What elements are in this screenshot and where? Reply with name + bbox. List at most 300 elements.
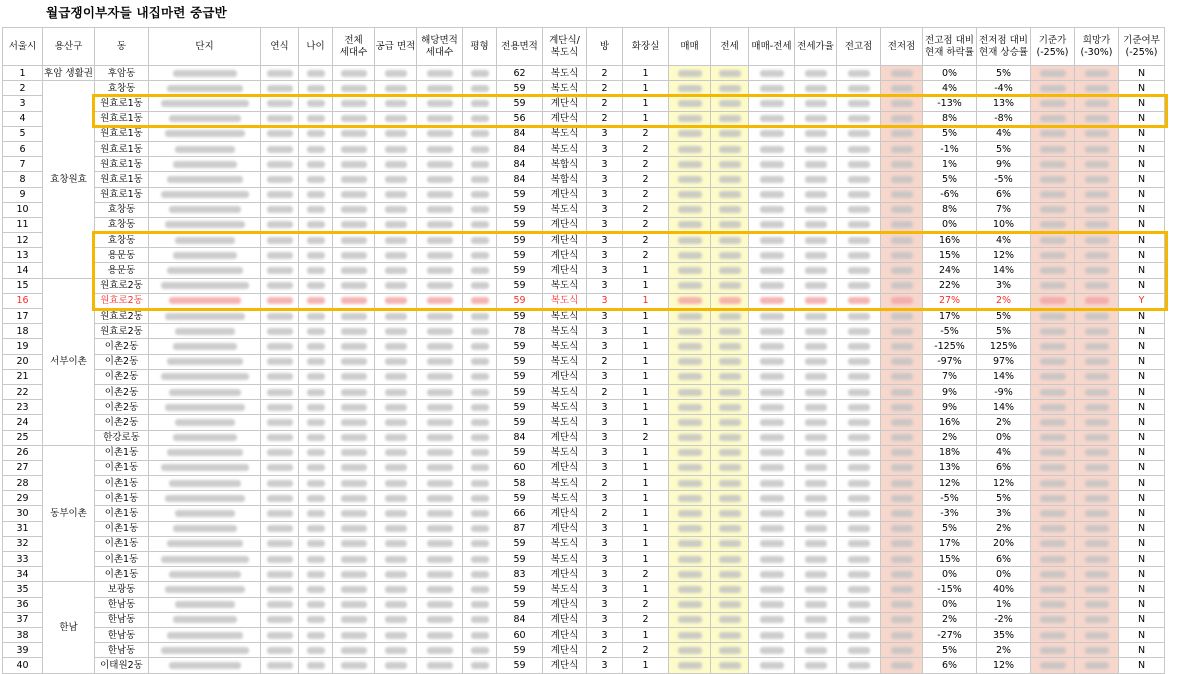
type-cell[interactable]: 복합식 bbox=[543, 157, 587, 172]
baths-cell[interactable]: 1 bbox=[623, 521, 669, 536]
flag-cell[interactable]: N bbox=[1119, 126, 1165, 141]
type-cell[interactable]: 계단식 bbox=[543, 597, 587, 612]
rise-rate-cell[interactable]: 2% bbox=[977, 293, 1031, 308]
area-cell[interactable]: 56 bbox=[497, 111, 543, 126]
type-cell[interactable]: 복도식 bbox=[543, 293, 587, 308]
rooms-cell[interactable]: 3 bbox=[587, 233, 623, 248]
table-row[interactable] bbox=[3, 309, 1165, 324]
baths-cell[interactable]: 2 bbox=[623, 202, 669, 217]
dong-cell[interactable]: 후암동 bbox=[95, 66, 149, 81]
rooms-cell[interactable]: 2 bbox=[587, 643, 623, 658]
type-cell[interactable]: 복도식 bbox=[543, 141, 587, 156]
district-group-cell[interactable]: 서부이촌 bbox=[43, 278, 95, 445]
flag-cell[interactable]: N bbox=[1119, 658, 1165, 673]
type-cell[interactable]: 계단식 bbox=[543, 521, 587, 536]
drop-rate-cell[interactable]: -3% bbox=[923, 506, 977, 521]
row-number-cell[interactable]: 20 bbox=[3, 354, 43, 369]
area-cell[interactable]: 59 bbox=[497, 582, 543, 597]
type-cell[interactable]: 복도식 bbox=[543, 339, 587, 354]
flag-cell[interactable]: N bbox=[1119, 627, 1165, 642]
rise-rate-cell[interactable]: 4% bbox=[977, 445, 1031, 460]
drop-rate-cell[interactable]: 8% bbox=[923, 202, 977, 217]
flag-cell[interactable]: N bbox=[1119, 369, 1165, 384]
row-number-cell[interactable]: 34 bbox=[3, 567, 43, 582]
baths-cell[interactable]: 1 bbox=[623, 445, 669, 460]
baths-cell[interactable]: 1 bbox=[623, 658, 669, 673]
rooms-cell[interactable]: 3 bbox=[587, 582, 623, 597]
drop-rate-cell[interactable]: -15% bbox=[923, 582, 977, 597]
area-cell[interactable]: 78 bbox=[497, 324, 543, 339]
row-number-cell[interactable]: 22 bbox=[3, 384, 43, 399]
drop-rate-cell[interactable]: 4% bbox=[923, 81, 977, 96]
table-row[interactable] bbox=[3, 612, 1165, 627]
flag-cell[interactable]: N bbox=[1119, 491, 1165, 506]
dong-cell[interactable]: 원효로1동 bbox=[95, 126, 149, 141]
dong-cell[interactable]: 원효로2동 bbox=[95, 324, 149, 339]
row-number-cell[interactable]: 9 bbox=[3, 187, 43, 202]
row-number-cell[interactable]: 3 bbox=[3, 96, 43, 111]
row-number-cell[interactable]: 1 bbox=[3, 66, 43, 81]
area-cell[interactable]: 87 bbox=[497, 521, 543, 536]
drop-rate-cell[interactable]: 1% bbox=[923, 157, 977, 172]
row-number-cell[interactable]: 27 bbox=[3, 460, 43, 475]
area-cell[interactable]: 59 bbox=[497, 552, 543, 567]
rise-rate-cell[interactable]: -8% bbox=[977, 111, 1031, 126]
drop-rate-cell[interactable]: 9% bbox=[923, 384, 977, 399]
baths-cell[interactable]: 1 bbox=[623, 582, 669, 597]
rooms-cell[interactable]: 2 bbox=[587, 111, 623, 126]
rise-rate-cell[interactable]: 13% bbox=[977, 96, 1031, 111]
area-cell[interactable]: 58 bbox=[497, 476, 543, 491]
area-cell[interactable]: 59 bbox=[497, 339, 543, 354]
table-row[interactable] bbox=[3, 476, 1165, 491]
rooms-cell[interactable]: 3 bbox=[587, 324, 623, 339]
drop-rate-cell[interactable]: 5% bbox=[923, 521, 977, 536]
rooms-cell[interactable]: 3 bbox=[587, 339, 623, 354]
area-cell[interactable]: 59 bbox=[497, 309, 543, 324]
rooms-cell[interactable]: 3 bbox=[587, 445, 623, 460]
baths-cell[interactable]: 1 bbox=[623, 278, 669, 293]
drop-rate-cell[interactable]: 24% bbox=[923, 263, 977, 278]
row-number-cell[interactable]: 16 bbox=[3, 293, 43, 308]
type-cell[interactable]: 복도식 bbox=[543, 126, 587, 141]
drop-rate-cell[interactable]: 17% bbox=[923, 536, 977, 551]
column-header[interactable]: 매매 bbox=[669, 28, 711, 66]
column-header[interactable]: 전체 세대수 bbox=[333, 28, 375, 66]
row-number-cell[interactable]: 33 bbox=[3, 552, 43, 567]
rooms-cell[interactable]: 3 bbox=[587, 369, 623, 384]
district-group-cell[interactable]: 후암 생활권 bbox=[43, 66, 95, 81]
area-cell[interactable]: 60 bbox=[497, 627, 543, 642]
table-row[interactable] bbox=[3, 126, 1165, 141]
rooms-cell[interactable]: 3 bbox=[587, 141, 623, 156]
type-cell[interactable]: 복도식 bbox=[543, 536, 587, 551]
drop-rate-cell[interactable]: 5% bbox=[923, 172, 977, 187]
type-cell[interactable]: 복도식 bbox=[543, 476, 587, 491]
table-row[interactable] bbox=[3, 597, 1165, 612]
flag-cell[interactable]: N bbox=[1119, 96, 1165, 111]
dong-cell[interactable]: 이촌1동 bbox=[95, 506, 149, 521]
area-cell[interactable]: 59 bbox=[497, 278, 543, 293]
dong-cell[interactable]: 이촌1동 bbox=[95, 476, 149, 491]
rise-rate-cell[interactable]: 12% bbox=[977, 248, 1031, 263]
rise-rate-cell[interactable]: 1% bbox=[977, 597, 1031, 612]
rise-rate-cell[interactable]: -9% bbox=[977, 384, 1031, 399]
column-header[interactable]: 기준여부 (-25%) bbox=[1119, 28, 1165, 66]
column-header[interactable]: 매매-전세 bbox=[749, 28, 795, 66]
row-number-cell[interactable]: 36 bbox=[3, 597, 43, 612]
baths-cell[interactable]: 2 bbox=[623, 612, 669, 627]
rise-rate-cell[interactable]: 14% bbox=[977, 400, 1031, 415]
dong-cell[interactable]: 원효로1동 bbox=[95, 157, 149, 172]
baths-cell[interactable]: 1 bbox=[623, 369, 669, 384]
dong-cell[interactable]: 이촌2동 bbox=[95, 384, 149, 399]
area-cell[interactable]: 59 bbox=[497, 597, 543, 612]
type-cell[interactable]: 계단식 bbox=[543, 233, 587, 248]
dong-cell[interactable]: 이촌1동 bbox=[95, 521, 149, 536]
table-row[interactable] bbox=[3, 491, 1165, 506]
type-cell[interactable]: 계단식 bbox=[543, 567, 587, 582]
area-cell[interactable]: 60 bbox=[497, 460, 543, 475]
table-row[interactable] bbox=[3, 460, 1165, 475]
type-cell[interactable]: 복도식 bbox=[543, 552, 587, 567]
drop-rate-cell[interactable]: 2% bbox=[923, 612, 977, 627]
rise-rate-cell[interactable]: 6% bbox=[977, 187, 1031, 202]
rise-rate-cell[interactable]: 6% bbox=[977, 552, 1031, 567]
rooms-cell[interactable]: 3 bbox=[587, 567, 623, 582]
baths-cell[interactable]: 1 bbox=[623, 293, 669, 308]
type-cell[interactable]: 복도식 bbox=[543, 202, 587, 217]
dong-cell[interactable]: 이촌2동 bbox=[95, 369, 149, 384]
dong-cell[interactable]: 원효로2동 bbox=[95, 278, 149, 293]
row-number-cell[interactable]: 14 bbox=[3, 263, 43, 278]
drop-rate-cell[interactable]: -125% bbox=[923, 339, 977, 354]
type-cell[interactable]: 계단식 bbox=[543, 248, 587, 263]
dong-cell[interactable]: 한남동 bbox=[95, 643, 149, 658]
flag-cell[interactable]: N bbox=[1119, 521, 1165, 536]
drop-rate-cell[interactable]: -6% bbox=[923, 187, 977, 202]
type-cell[interactable]: 계단식 bbox=[543, 506, 587, 521]
rooms-cell[interactable]: 3 bbox=[587, 430, 623, 445]
drop-rate-cell[interactable]: -27% bbox=[923, 627, 977, 642]
dong-cell[interactable]: 이촌2동 bbox=[95, 415, 149, 430]
rise-rate-cell[interactable]: 5% bbox=[977, 141, 1031, 156]
dong-cell[interactable]: 이촌1동 bbox=[95, 552, 149, 567]
type-cell[interactable]: 복도식 bbox=[543, 445, 587, 460]
rise-rate-cell[interactable]: 14% bbox=[977, 263, 1031, 278]
baths-cell[interactable]: 1 bbox=[623, 506, 669, 521]
rise-rate-cell[interactable]: -5% bbox=[977, 172, 1031, 187]
flag-cell[interactable]: N bbox=[1119, 430, 1165, 445]
dong-cell[interactable]: 보광동 bbox=[95, 582, 149, 597]
column-header[interactable]: 전용면적 bbox=[497, 28, 543, 66]
table-row[interactable] bbox=[3, 263, 1165, 278]
rooms-cell[interactable]: 3 bbox=[587, 157, 623, 172]
column-header[interactable]: 기준가 (-25%) bbox=[1031, 28, 1075, 66]
row-number-cell[interactable]: 38 bbox=[3, 627, 43, 642]
rise-rate-cell[interactable]: 2% bbox=[977, 415, 1031, 430]
rise-rate-cell[interactable]: 12% bbox=[977, 658, 1031, 673]
rooms-cell[interactable]: 3 bbox=[587, 658, 623, 673]
area-cell[interactable]: 59 bbox=[497, 187, 543, 202]
rooms-cell[interactable]: 2 bbox=[587, 354, 623, 369]
drop-rate-cell[interactable]: 0% bbox=[923, 597, 977, 612]
table-row[interactable] bbox=[3, 415, 1165, 430]
baths-cell[interactable]: 2 bbox=[623, 430, 669, 445]
rise-rate-cell[interactable]: 0% bbox=[977, 430, 1031, 445]
type-cell[interactable]: 복도식 bbox=[543, 324, 587, 339]
dong-cell[interactable]: 이태원2동 bbox=[95, 658, 149, 673]
area-cell[interactable]: 59 bbox=[497, 248, 543, 263]
drop-rate-cell[interactable]: -5% bbox=[923, 491, 977, 506]
rooms-cell[interactable]: 3 bbox=[587, 172, 623, 187]
rise-rate-cell[interactable]: 5% bbox=[977, 324, 1031, 339]
rise-rate-cell[interactable]: 3% bbox=[977, 506, 1031, 521]
table-row[interactable] bbox=[3, 552, 1165, 567]
rooms-cell[interactable]: 2 bbox=[587, 96, 623, 111]
baths-cell[interactable]: 1 bbox=[623, 354, 669, 369]
type-cell[interactable]: 복합식 bbox=[543, 172, 587, 187]
rooms-cell[interactable]: 2 bbox=[587, 506, 623, 521]
rise-rate-cell[interactable]: 14% bbox=[977, 369, 1031, 384]
baths-cell[interactable]: 2 bbox=[623, 141, 669, 156]
rooms-cell[interactable]: 3 bbox=[587, 552, 623, 567]
rooms-cell[interactable]: 3 bbox=[587, 187, 623, 202]
table-row[interactable] bbox=[3, 430, 1165, 445]
table-row[interactable] bbox=[3, 293, 1165, 308]
area-cell[interactable]: 59 bbox=[497, 384, 543, 399]
table-row[interactable] bbox=[3, 521, 1165, 536]
table-row[interactable] bbox=[3, 96, 1165, 111]
area-cell[interactable]: 84 bbox=[497, 612, 543, 627]
area-cell[interactable]: 59 bbox=[497, 643, 543, 658]
rise-rate-cell[interactable]: 6% bbox=[977, 460, 1031, 475]
table-row[interactable] bbox=[3, 217, 1165, 232]
rise-rate-cell[interactable]: 12% bbox=[977, 476, 1031, 491]
drop-rate-cell[interactable]: 13% bbox=[923, 460, 977, 475]
type-cell[interactable]: 계단식 bbox=[543, 96, 587, 111]
district-group-cell[interactable]: 한남 bbox=[43, 582, 95, 673]
rooms-cell[interactable]: 3 bbox=[587, 521, 623, 536]
dong-cell[interactable]: 한남동 bbox=[95, 612, 149, 627]
row-number-cell[interactable]: 15 bbox=[3, 278, 43, 293]
row-number-cell[interactable]: 21 bbox=[3, 369, 43, 384]
drop-rate-cell[interactable]: 0% bbox=[923, 567, 977, 582]
rise-rate-cell[interactable]: 97% bbox=[977, 354, 1031, 369]
rise-rate-cell[interactable]: 40% bbox=[977, 582, 1031, 597]
dong-cell[interactable]: 효창동 bbox=[95, 217, 149, 232]
rise-rate-cell[interactable]: 4% bbox=[977, 233, 1031, 248]
dong-cell[interactable]: 효창동 bbox=[95, 202, 149, 217]
type-cell[interactable]: 계단식 bbox=[543, 627, 587, 642]
column-header[interactable]: 단지 bbox=[149, 28, 261, 66]
flag-cell[interactable]: N bbox=[1119, 476, 1165, 491]
area-cell[interactable]: 59 bbox=[497, 491, 543, 506]
rooms-cell[interactable]: 2 bbox=[587, 66, 623, 81]
flag-cell[interactable]: N bbox=[1119, 506, 1165, 521]
dong-cell[interactable]: 용문동 bbox=[95, 248, 149, 263]
table-row[interactable] bbox=[3, 582, 1165, 597]
baths-cell[interactable]: 1 bbox=[623, 96, 669, 111]
drop-rate-cell[interactable]: -1% bbox=[923, 141, 977, 156]
table-row[interactable] bbox=[3, 627, 1165, 642]
type-cell[interactable]: 복도식 bbox=[543, 582, 587, 597]
rooms-cell[interactable]: 3 bbox=[587, 126, 623, 141]
area-cell[interactable]: 66 bbox=[497, 506, 543, 521]
dong-cell[interactable]: 이촌1동 bbox=[95, 460, 149, 475]
flag-cell[interactable]: N bbox=[1119, 612, 1165, 627]
column-header[interactable]: 연식 bbox=[261, 28, 299, 66]
type-cell[interactable]: 계단식 bbox=[543, 187, 587, 202]
type-cell[interactable]: 복도식 bbox=[543, 384, 587, 399]
column-header[interactable]: 화장실 bbox=[623, 28, 669, 66]
area-cell[interactable]: 59 bbox=[497, 263, 543, 278]
row-number-cell[interactable]: 10 bbox=[3, 202, 43, 217]
drop-rate-cell[interactable]: -13% bbox=[923, 96, 977, 111]
row-number-cell[interactable]: 35 bbox=[3, 582, 43, 597]
flag-cell[interactable]: N bbox=[1119, 157, 1165, 172]
type-cell[interactable]: 계단식 bbox=[543, 612, 587, 627]
type-cell[interactable]: 복도식 bbox=[543, 354, 587, 369]
column-header[interactable]: 동 bbox=[95, 28, 149, 66]
area-cell[interactable]: 59 bbox=[497, 293, 543, 308]
baths-cell[interactable]: 1 bbox=[623, 476, 669, 491]
flag-cell[interactable]: N bbox=[1119, 324, 1165, 339]
rise-rate-cell[interactable]: 5% bbox=[977, 66, 1031, 81]
rooms-cell[interactable]: 3 bbox=[587, 415, 623, 430]
column-header[interactable]: 공급 면적 bbox=[375, 28, 417, 66]
baths-cell[interactable]: 2 bbox=[623, 248, 669, 263]
table-row[interactable] bbox=[3, 233, 1165, 248]
baths-cell[interactable]: 1 bbox=[623, 491, 669, 506]
flag-cell[interactable]: N bbox=[1119, 66, 1165, 81]
row-number-cell[interactable]: 37 bbox=[3, 612, 43, 627]
flag-cell[interactable]: N bbox=[1119, 400, 1165, 415]
row-number-cell[interactable]: 24 bbox=[3, 415, 43, 430]
drop-rate-cell[interactable]: 7% bbox=[923, 369, 977, 384]
baths-cell[interactable]: 1 bbox=[623, 309, 669, 324]
dong-cell[interactable]: 한강로동 bbox=[95, 430, 149, 445]
baths-cell[interactable]: 1 bbox=[623, 324, 669, 339]
area-cell[interactable]: 84 bbox=[497, 172, 543, 187]
area-cell[interactable]: 59 bbox=[497, 202, 543, 217]
type-cell[interactable]: 계단식 bbox=[543, 460, 587, 475]
dong-cell[interactable]: 효창동 bbox=[95, 81, 149, 96]
row-number-cell[interactable]: 5 bbox=[3, 126, 43, 141]
rise-rate-cell[interactable]: 4% bbox=[977, 126, 1031, 141]
drop-rate-cell[interactable]: 5% bbox=[923, 643, 977, 658]
rooms-cell[interactable]: 3 bbox=[587, 248, 623, 263]
drop-rate-cell[interactable]: 8% bbox=[923, 111, 977, 126]
type-cell[interactable]: 복도식 bbox=[543, 81, 587, 96]
area-cell[interactable]: 59 bbox=[497, 445, 543, 460]
table-row[interactable] bbox=[3, 111, 1165, 126]
type-cell[interactable]: 복도식 bbox=[543, 491, 587, 506]
row-number-cell[interactable]: 40 bbox=[3, 658, 43, 673]
baths-cell[interactable]: 2 bbox=[623, 597, 669, 612]
row-number-cell[interactable]: 7 bbox=[3, 157, 43, 172]
flag-cell[interactable]: N bbox=[1119, 536, 1165, 551]
drop-rate-cell[interactable]: 0% bbox=[923, 217, 977, 232]
dong-cell[interactable]: 이촌1동 bbox=[95, 491, 149, 506]
baths-cell[interactable]: 1 bbox=[623, 111, 669, 126]
row-number-cell[interactable]: 13 bbox=[3, 248, 43, 263]
baths-cell[interactable]: 1 bbox=[623, 339, 669, 354]
dong-cell[interactable]: 원효로1동 bbox=[95, 96, 149, 111]
dong-cell[interactable]: 이촌1동 bbox=[95, 536, 149, 551]
area-cell[interactable]: 83 bbox=[497, 567, 543, 582]
drop-rate-cell[interactable]: 0% bbox=[923, 66, 977, 81]
rooms-cell[interactable]: 3 bbox=[587, 263, 623, 278]
dong-cell[interactable]: 원효로1동 bbox=[95, 141, 149, 156]
flag-cell[interactable]: N bbox=[1119, 415, 1165, 430]
row-number-cell[interactable]: 11 bbox=[3, 217, 43, 232]
rise-rate-cell[interactable]: 9% bbox=[977, 157, 1031, 172]
baths-cell[interactable]: 2 bbox=[623, 187, 669, 202]
type-cell[interactable]: 복도식 bbox=[543, 309, 587, 324]
table-row[interactable] bbox=[3, 369, 1165, 384]
table-row[interactable] bbox=[3, 141, 1165, 156]
row-number-cell[interactable]: 31 bbox=[3, 521, 43, 536]
district-group-cell[interactable]: 효창원효 bbox=[43, 81, 95, 278]
drop-rate-cell[interactable]: 9% bbox=[923, 400, 977, 415]
flag-cell[interactable]: Y bbox=[1119, 293, 1165, 308]
row-number-cell[interactable]: 8 bbox=[3, 172, 43, 187]
baths-cell[interactable]: 1 bbox=[623, 384, 669, 399]
rise-rate-cell[interactable]: -2% bbox=[977, 612, 1031, 627]
area-cell[interactable]: 59 bbox=[497, 81, 543, 96]
column-header[interactable]: 방 bbox=[587, 28, 623, 66]
rooms-cell[interactable]: 3 bbox=[587, 612, 623, 627]
area-cell[interactable]: 84 bbox=[497, 430, 543, 445]
flag-cell[interactable]: N bbox=[1119, 81, 1165, 96]
column-header[interactable]: 전저점 대비 현재 상승률 bbox=[977, 28, 1031, 66]
rooms-cell[interactable]: 2 bbox=[587, 81, 623, 96]
rise-rate-cell[interactable]: 3% bbox=[977, 278, 1031, 293]
rooms-cell[interactable]: 3 bbox=[587, 278, 623, 293]
area-cell[interactable]: 59 bbox=[497, 354, 543, 369]
flag-cell[interactable]: N bbox=[1119, 582, 1165, 597]
baths-cell[interactable]: 1 bbox=[623, 400, 669, 415]
flag-cell[interactable]: N bbox=[1119, 552, 1165, 567]
drop-rate-cell[interactable]: 16% bbox=[923, 233, 977, 248]
table-row[interactable] bbox=[3, 172, 1165, 187]
rooms-cell[interactable]: 3 bbox=[587, 460, 623, 475]
flag-cell[interactable]: N bbox=[1119, 187, 1165, 202]
row-number-cell[interactable]: 12 bbox=[3, 233, 43, 248]
table-row[interactable] bbox=[3, 354, 1165, 369]
flag-cell[interactable]: N bbox=[1119, 111, 1165, 126]
rooms-cell[interactable]: 2 bbox=[587, 384, 623, 399]
table-row[interactable] bbox=[3, 278, 1165, 293]
area-cell[interactable]: 59 bbox=[497, 415, 543, 430]
baths-cell[interactable]: 2 bbox=[623, 217, 669, 232]
area-cell[interactable]: 59 bbox=[497, 96, 543, 111]
row-number-cell[interactable]: 30 bbox=[3, 506, 43, 521]
type-cell[interactable]: 계단식 bbox=[543, 369, 587, 384]
rise-rate-cell[interactable]: 0% bbox=[977, 567, 1031, 582]
column-header[interactable]: 희망가 (-30%) bbox=[1075, 28, 1119, 66]
dong-cell[interactable]: 한남동 bbox=[95, 597, 149, 612]
baths-cell[interactable]: 1 bbox=[623, 66, 669, 81]
table-row[interactable] bbox=[3, 202, 1165, 217]
area-cell[interactable]: 59 bbox=[497, 658, 543, 673]
type-cell[interactable]: 복도식 bbox=[543, 278, 587, 293]
baths-cell[interactable]: 2 bbox=[623, 567, 669, 582]
column-header[interactable]: 전고점 대비 현재 하락률 bbox=[923, 28, 977, 66]
flag-cell[interactable]: N bbox=[1119, 263, 1165, 278]
drop-rate-cell[interactable]: 22% bbox=[923, 278, 977, 293]
